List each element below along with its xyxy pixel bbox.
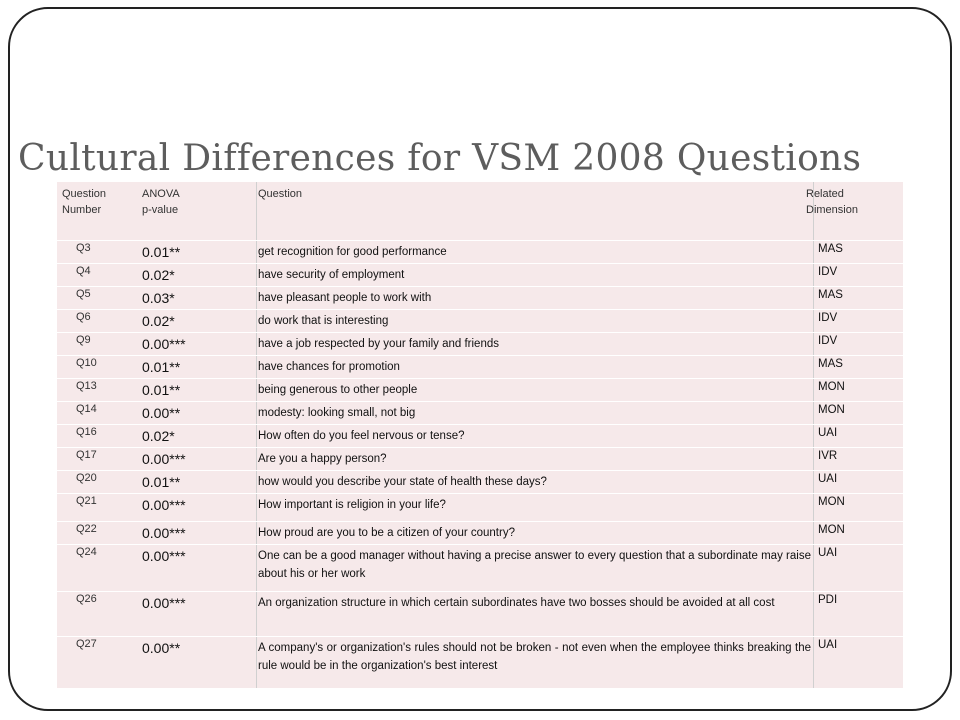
dimension-cell: UAI — [818, 547, 838, 559]
p-value-cell: 0.00*** — [142, 336, 186, 352]
vsm-questions-table — [57, 182, 903, 688]
question-number-cell: Q4 — [76, 265, 91, 277]
question-number-cell: Q6 — [76, 311, 91, 323]
question-number-cell: Q9 — [76, 334, 91, 346]
table-row — [57, 263, 903, 287]
header-related-dimension: Related Dimension — [806, 188, 858, 216]
table-row — [57, 401, 903, 425]
dimension-cell: PDI — [818, 594, 838, 606]
dimension-cell: IDV — [818, 312, 838, 324]
p-value-cell: 0.00*** — [142, 595, 186, 611]
table-header-row — [57, 182, 903, 240]
question-text-cell: How often do you feel nervous or tense? — [258, 430, 465, 442]
dimension-cell: MON — [818, 404, 845, 416]
dimension-cell: IDV — [818, 266, 838, 278]
question-text-cell: have security of employment — [258, 269, 405, 281]
dimension-cell: MON — [818, 524, 845, 536]
p-value-cell: 0.03* — [142, 290, 175, 306]
table-row — [57, 636, 903, 689]
question-number-cell: Q27 — [76, 638, 97, 650]
table-row — [57, 493, 903, 522]
question-text-cell: modesty: looking small, not big — [258, 407, 416, 419]
question-text-cell: How important is religion in your life? — [258, 499, 446, 511]
p-value-cell: 0.01** — [142, 359, 181, 375]
question-text-cell: have a job respected by your family and friends — [258, 338, 499, 350]
p-value-cell: 0.00** — [142, 640, 181, 656]
question-number-cell: Q21 — [76, 495, 97, 507]
question-number-cell: Q5 — [76, 288, 91, 300]
table-row — [57, 424, 903, 448]
table-row — [57, 286, 903, 310]
question-number-cell: Q26 — [76, 593, 97, 605]
header-question-number: Question Number — [62, 188, 107, 216]
question-text-cell: A company's or organization's rules should not be broken - not even when the employee thinks breaking the rule would be in the organization's best interest — [258, 642, 811, 672]
question-number-cell: Q17 — [76, 449, 97, 461]
dimension-cell: MAS — [818, 243, 843, 255]
question-text-cell: How proud are you to be a citizen of your country? — [258, 527, 515, 539]
table-row — [57, 544, 903, 592]
table-row — [57, 240, 903, 264]
p-value-cell: 0.02* — [142, 267, 175, 283]
table-row — [57, 447, 903, 471]
header-anova-p-value: ANOVA p-value — [142, 188, 180, 216]
question-text-cell: have pleasant people to work with — [258, 292, 432, 304]
question-number-cell: Q22 — [76, 523, 97, 535]
table-row — [57, 521, 903, 545]
question-text-cell: An organization structure in which certain subordinates have two bosses should be avoided at all cost — [258, 597, 775, 609]
p-value-cell: 0.02* — [142, 428, 175, 444]
p-value-cell: 0.01** — [142, 474, 181, 490]
slide-title: Cultural Differences for VSM 2008 Questions — [18, 138, 862, 179]
question-text-cell: Are you a happy person? — [258, 453, 387, 465]
dimension-cell: MON — [818, 381, 845, 393]
table-row — [57, 378, 903, 402]
question-number-cell: Q10 — [76, 357, 97, 369]
question-number-cell: Q3 — [76, 242, 91, 254]
dimension-cell: MAS — [818, 358, 843, 370]
p-value-cell: 0.00** — [142, 405, 181, 421]
table-row — [57, 470, 903, 494]
question-text-cell: One can be a good manager without having a precise answer to every question that a subordinate may raise about his or her work — [258, 550, 811, 580]
question-number-cell: Q13 — [76, 380, 97, 392]
dimension-cell: IDV — [818, 335, 838, 347]
question-number-cell: Q20 — [76, 472, 97, 484]
question-number-cell: Q24 — [76, 546, 97, 558]
dimension-cell: MAS — [818, 289, 843, 301]
question-number-cell: Q16 — [76, 426, 97, 438]
table-row — [57, 355, 903, 379]
dimension-cell: IVR — [818, 450, 838, 462]
table-row — [57, 332, 903, 356]
p-value-cell: 0.00*** — [142, 525, 186, 541]
question-text-cell: being generous to other people — [258, 384, 418, 396]
dimension-cell: MON — [818, 496, 845, 508]
p-value-cell: 0.02* — [142, 313, 175, 329]
dimension-cell: UAI — [818, 473, 838, 485]
question-number-cell: Q14 — [76, 403, 97, 415]
dimension-cell: UAI — [818, 427, 838, 439]
p-value-cell: 0.00*** — [142, 548, 186, 564]
p-value-cell: 0.01** — [142, 244, 181, 260]
table-row — [57, 591, 903, 637]
question-text-cell: have chances for promotion — [258, 361, 400, 373]
dimension-cell: UAI — [818, 639, 838, 651]
header-question: Question — [258, 188, 303, 200]
question-text-cell: get recognition for good performance — [258, 246, 447, 258]
question-text-cell: how would you describe your state of health these days? — [258, 476, 547, 488]
p-value-cell: 0.00*** — [142, 451, 186, 467]
question-text-cell: do work that is interesting — [258, 315, 389, 327]
table-row — [57, 309, 903, 333]
p-value-cell: 0.00*** — [142, 497, 186, 513]
p-value-cell: 0.01** — [142, 382, 181, 398]
